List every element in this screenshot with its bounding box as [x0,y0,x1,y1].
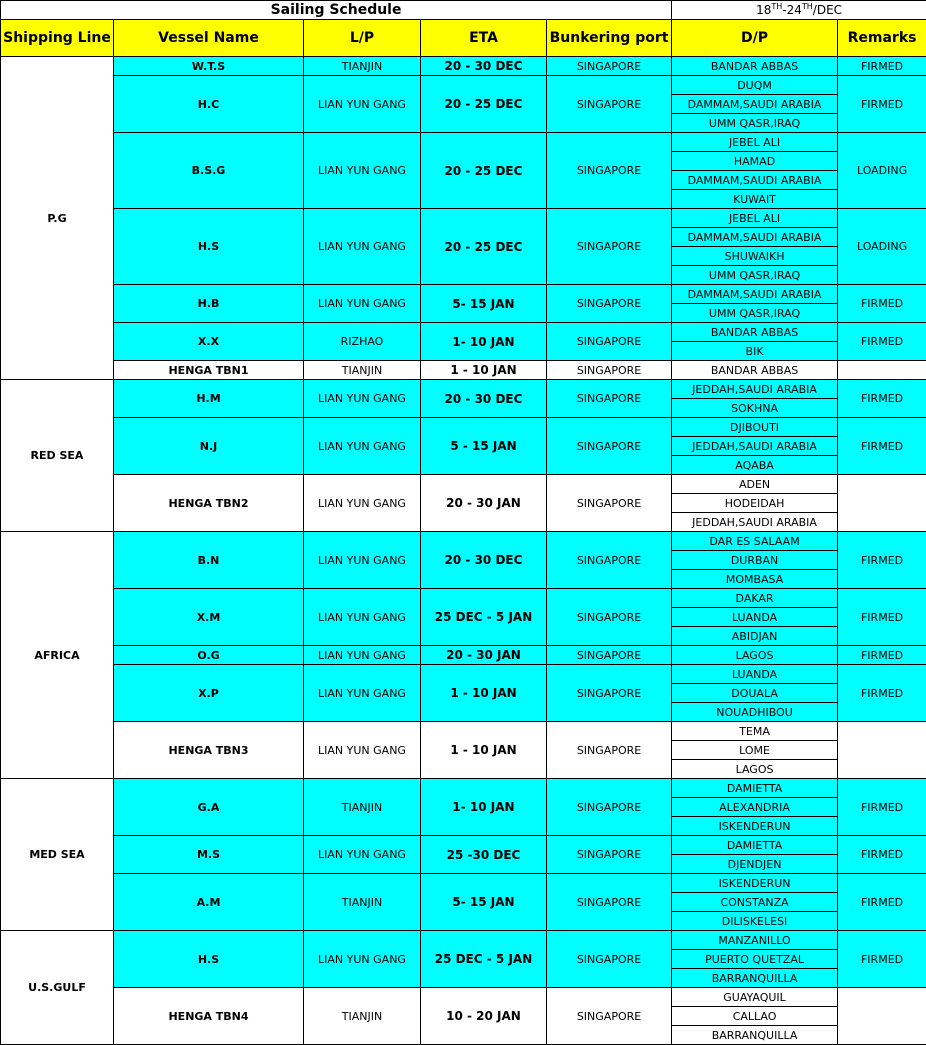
header-discharge-port: D/P [672,20,838,57]
loading-port-cell: LIAN YUN GANG [304,133,421,209]
discharge-port-cell: BARRANQUILLA [672,969,838,988]
discharge-port-cell: JEBEL ALI [672,133,838,152]
eta-cell: 20 - 30 DEC [421,532,547,589]
table-row [1,589,926,608]
bunkering-port-cell: SINGAPORE [547,475,672,532]
discharge-port-cell: MOMBASA [672,570,838,589]
discharge-port-cell: ISKENDERUN [672,874,838,893]
loading-port-cell: LIAN YUN GANG [304,532,421,589]
title-row [1,1,926,20]
eta-cell: 1- 10 JAN [421,323,547,361]
eta-cell: 1 - 10 JAN [421,665,547,722]
loading-port-cell: RIZHAO [304,323,421,361]
discharge-port-cell: LOME [672,741,838,760]
discharge-port-cell: AQABA [672,456,838,475]
table-row [1,133,926,152]
eta-cell: 20 - 30 JAN [421,646,547,665]
table-row [1,361,926,380]
discharge-port-cell: TEMA [672,722,838,741]
eta-cell: 20 - 25 DEC [421,76,547,133]
bunkering-port-cell: SINGAPORE [547,646,672,665]
discharge-port-cell: BANDAR ABBAS [672,57,838,76]
loading-port-cell: TIANJIN [304,57,421,76]
discharge-port-cell: BARRANQUILLA [672,1026,838,1045]
discharge-port-cell: DAMMAM,SAUDI ARABIA [672,95,838,114]
bunkering-port-cell: SINGAPORE [547,779,672,836]
bunkering-port-cell: SINGAPORE [547,209,672,285]
discharge-port-cell: SHUWAIKH [672,247,838,266]
discharge-port-cell: DUQM [672,76,838,95]
discharge-port-cell: PUERTO QUETZAL [672,950,838,969]
bunkering-port-cell: SINGAPORE [547,380,672,418]
vessel-name-cell: O.G [114,646,304,665]
vessel-name-cell: H.M [114,380,304,418]
remarks-cell: FIRMED [838,418,926,475]
discharge-port-cell: UMM QASR,IRAQ [672,114,838,133]
vessel-name-cell: X.P [114,665,304,722]
loading-port-cell: TIANJIN [304,779,421,836]
bunkering-port-cell: SINGAPORE [547,361,672,380]
bunkering-port-cell: SINGAPORE [547,931,672,988]
eta-cell: 20 - 30 JAN [421,475,547,532]
discharge-port-cell: BIK [672,342,838,361]
bunkering-port-cell: SINGAPORE [547,418,672,475]
date-range-end: -24 [782,3,802,17]
remarks-cell [838,475,926,532]
remarks-cell [838,722,926,779]
loading-port-cell: LIAN YUN GANG [304,285,421,323]
shipping-line-cell: AFRICA [1,532,114,779]
loading-port-cell: LIAN YUN GANG [304,380,421,418]
eta-cell: 1 - 10 JAN [421,361,547,380]
shipping-line-cell: P.G [1,57,114,380]
loading-port-cell: TIANJIN [304,874,421,931]
table-row [1,931,926,950]
bunkering-port-cell: SINGAPORE [547,285,672,323]
eta-cell: 25 DEC - 5 JAN [421,931,547,988]
vessel-name-cell: M.S [114,836,304,874]
discharge-port-cell: DILISKELESI [672,912,838,931]
table-row [1,988,926,1007]
vessel-name-cell: HENGA TBN3 [114,722,304,779]
shipping-line-cell: U.S.GULF [1,931,114,1045]
remarks-cell: FIRMED [838,285,926,323]
remarks-cell: FIRMED [838,380,926,418]
table-row [1,380,926,399]
vessel-name-cell: A.M [114,874,304,931]
discharge-port-cell: ADEN [672,475,838,494]
discharge-port-cell: NOUADHIBOU [672,703,838,722]
remarks-cell: FIRMED [838,57,926,76]
loading-port-cell: LIAN YUN GANG [304,76,421,133]
discharge-port-cell: ABIDJAN [672,627,838,646]
vessel-name-cell: HENGA TBN2 [114,475,304,532]
table-row [1,532,926,551]
discharge-port-cell: DAMMAM,SAUDI ARABIA [672,228,838,247]
table-row [1,209,926,228]
header-shipping-line: Shipping Line [1,20,114,57]
discharge-port-cell: DJENDJEN [672,855,838,874]
vessel-name-cell: B.S.G [114,133,304,209]
table-row [1,646,926,665]
discharge-port-cell: DAMMAM,SAUDI ARABIA [672,171,838,190]
bunkering-port-cell: SINGAPORE [547,874,672,931]
discharge-port-cell: LAGOS [672,760,838,779]
table-row [1,836,926,855]
table-row [1,323,926,342]
table-row [1,779,926,798]
loading-port-cell: LIAN YUN GANG [304,722,421,779]
remarks-cell: FIRMED [838,532,926,589]
discharge-port-cell: DAMIETTA [672,836,838,855]
discharge-port-cell: UMM QASR,IRAQ [672,266,838,285]
eta-cell: 5- 15 JAN [421,874,547,931]
shipping-line-cell: RED SEA [1,380,114,532]
vessel-name-cell: H.S [114,209,304,285]
eta-cell: 25 -30 DEC [421,836,547,874]
vessel-name-cell: HENGA TBN4 [114,988,304,1045]
table-row [1,475,926,494]
vessel-name-cell: N.J [114,418,304,475]
discharge-port-cell: DJIBOUTI [672,418,838,437]
table-row [1,57,926,76]
loading-port-cell: LIAN YUN GANG [304,836,421,874]
discharge-port-cell: ALEXANDRIA [672,798,838,817]
loading-port-cell: LIAN YUN GANG [304,475,421,532]
bunkering-port-cell: SINGAPORE [547,836,672,874]
discharge-port-cell: BANDAR ABBAS [672,361,838,380]
table-row [1,418,926,437]
loading-port-cell: LIAN YUN GANG [304,418,421,475]
vessel-name-cell: H.S [114,931,304,988]
discharge-port-cell: JEDDAH,SAUDI ARABIA [672,380,838,399]
vessel-name-cell: H.C [114,76,304,133]
discharge-port-cell: SOKHNA [672,399,838,418]
discharge-port-cell: JEDDAH,SAUDI ARABIA [672,513,838,532]
eta-cell: 20 - 30 DEC [421,380,547,418]
loading-port-cell: LIAN YUN GANG [304,646,421,665]
discharge-port-cell: CONSTANZA [672,893,838,912]
bunkering-port-cell: SINGAPORE [547,722,672,779]
date-range-start: 18 [756,3,772,17]
discharge-port-cell: UMM QASR,IRAQ [672,304,838,323]
bunkering-port-cell: SINGAPORE [547,323,672,361]
remarks-cell: FIRMED [838,665,926,722]
eta-cell: 1- 10 JAN [421,779,547,836]
discharge-port-cell: HAMAD [672,152,838,171]
eta-cell: 20 - 25 DEC [421,133,547,209]
header-vessel-name: Vessel Name [114,20,304,57]
discharge-port-cell: LUANDA [672,665,838,684]
header-loading-port: L/P [304,20,421,57]
bunkering-port-cell: SINGAPORE [547,665,672,722]
discharge-port-cell: LAGOS [672,646,838,665]
discharge-port-cell: HODEIDAH [672,494,838,513]
discharge-port-cell: DOUALA [672,684,838,703]
table-row [1,76,926,95]
vessel-name-cell: G.A [114,779,304,836]
header-row [1,20,926,57]
discharge-port-cell: CALLAO [672,1007,838,1026]
bunkering-port-cell: SINGAPORE [547,57,672,76]
date-range-suffix-1: TH [771,2,783,11]
date-range-suffix-2: TH [801,2,813,11]
remarks-cell: FIRMED [838,589,926,646]
bunkering-port-cell: SINGAPORE [547,76,672,133]
eta-cell: 5- 15 JAN [421,285,547,323]
remarks-cell: FIRMED [838,836,926,874]
remarks-cell: LOADING [838,133,926,209]
eta-cell: 25 DEC - 5 JAN [421,589,547,646]
remarks-cell: FIRMED [838,779,926,836]
vessel-name-cell: HENGA TBN1 [114,361,304,380]
remarks-cell: FIRMED [838,323,926,361]
eta-cell: 10 - 20 JAN [421,988,547,1045]
date-range [672,1,926,20]
remarks-cell: LOADING [838,209,926,285]
discharge-port-cell: LUANDA [672,608,838,627]
remarks-cell: FIRMED [838,874,926,931]
remarks-cell [838,988,926,1045]
discharge-port-cell: JEBEL ALI [672,209,838,228]
table-row [1,285,926,304]
discharge-port-cell: DAMMAM,SAUDI ARABIA [672,285,838,304]
eta-cell: 20 - 25 DEC [421,209,547,285]
bunkering-port-cell: SINGAPORE [547,589,672,646]
loading-port-cell: LIAN YUN GANG [304,931,421,988]
discharge-port-cell: DAKAR [672,589,838,608]
vessel-name-cell: W.T.S [114,57,304,76]
header-bunkering-port: Bunkering port [547,20,672,57]
header-remarks: Remarks [838,20,926,57]
discharge-port-cell: ISKENDERUN [672,817,838,836]
remarks-cell [838,361,926,380]
header-eta: ETA [421,20,547,57]
eta-cell: 1 - 10 JAN [421,722,547,779]
bunkering-port-cell: SINGAPORE [547,133,672,209]
loading-port-cell: TIANJIN [304,361,421,380]
eta-cell: 5 - 15 JAN [421,418,547,475]
bunkering-port-cell: SINGAPORE [547,988,672,1045]
shipping-line-cell: MED SEA [1,779,114,931]
discharge-port-cell: DURBAN [672,551,838,570]
table-row [1,665,926,684]
discharge-port-cell: KUWAIT [672,190,838,209]
loading-port-cell: LIAN YUN GANG [304,665,421,722]
loading-port-cell: LIAN YUN GANG [304,589,421,646]
remarks-cell: FIRMED [838,931,926,988]
discharge-port-cell: BANDAR ABBAS [672,323,838,342]
table-row [1,874,926,893]
discharge-port-cell: JEDDAH,SAUDI ARABIA [672,437,838,456]
discharge-port-cell: DAMIETTA [672,779,838,798]
schedule-title: Sailing Schedule [1,1,672,20]
vessel-name-cell: B.N [114,532,304,589]
discharge-port-cell: GUAYAQUIL [672,988,838,1007]
date-range-month: /DEC [812,3,843,17]
loading-port-cell: TIANJIN [304,988,421,1045]
vessel-name-cell: H.B [114,285,304,323]
discharge-port-cell: DAR ES SALAAM [672,532,838,551]
eta-cell: 20 - 30 DEC [421,57,547,76]
remarks-cell: FIRMED [838,646,926,665]
remarks-cell: FIRMED [838,76,926,133]
table-row [1,722,926,741]
vessel-name-cell: X.X [114,323,304,361]
loading-port-cell: LIAN YUN GANG [304,209,421,285]
discharge-port-cell: MANZANILLO [672,931,838,950]
vessel-name-cell: X.M [114,589,304,646]
bunkering-port-cell: SINGAPORE [547,532,672,589]
